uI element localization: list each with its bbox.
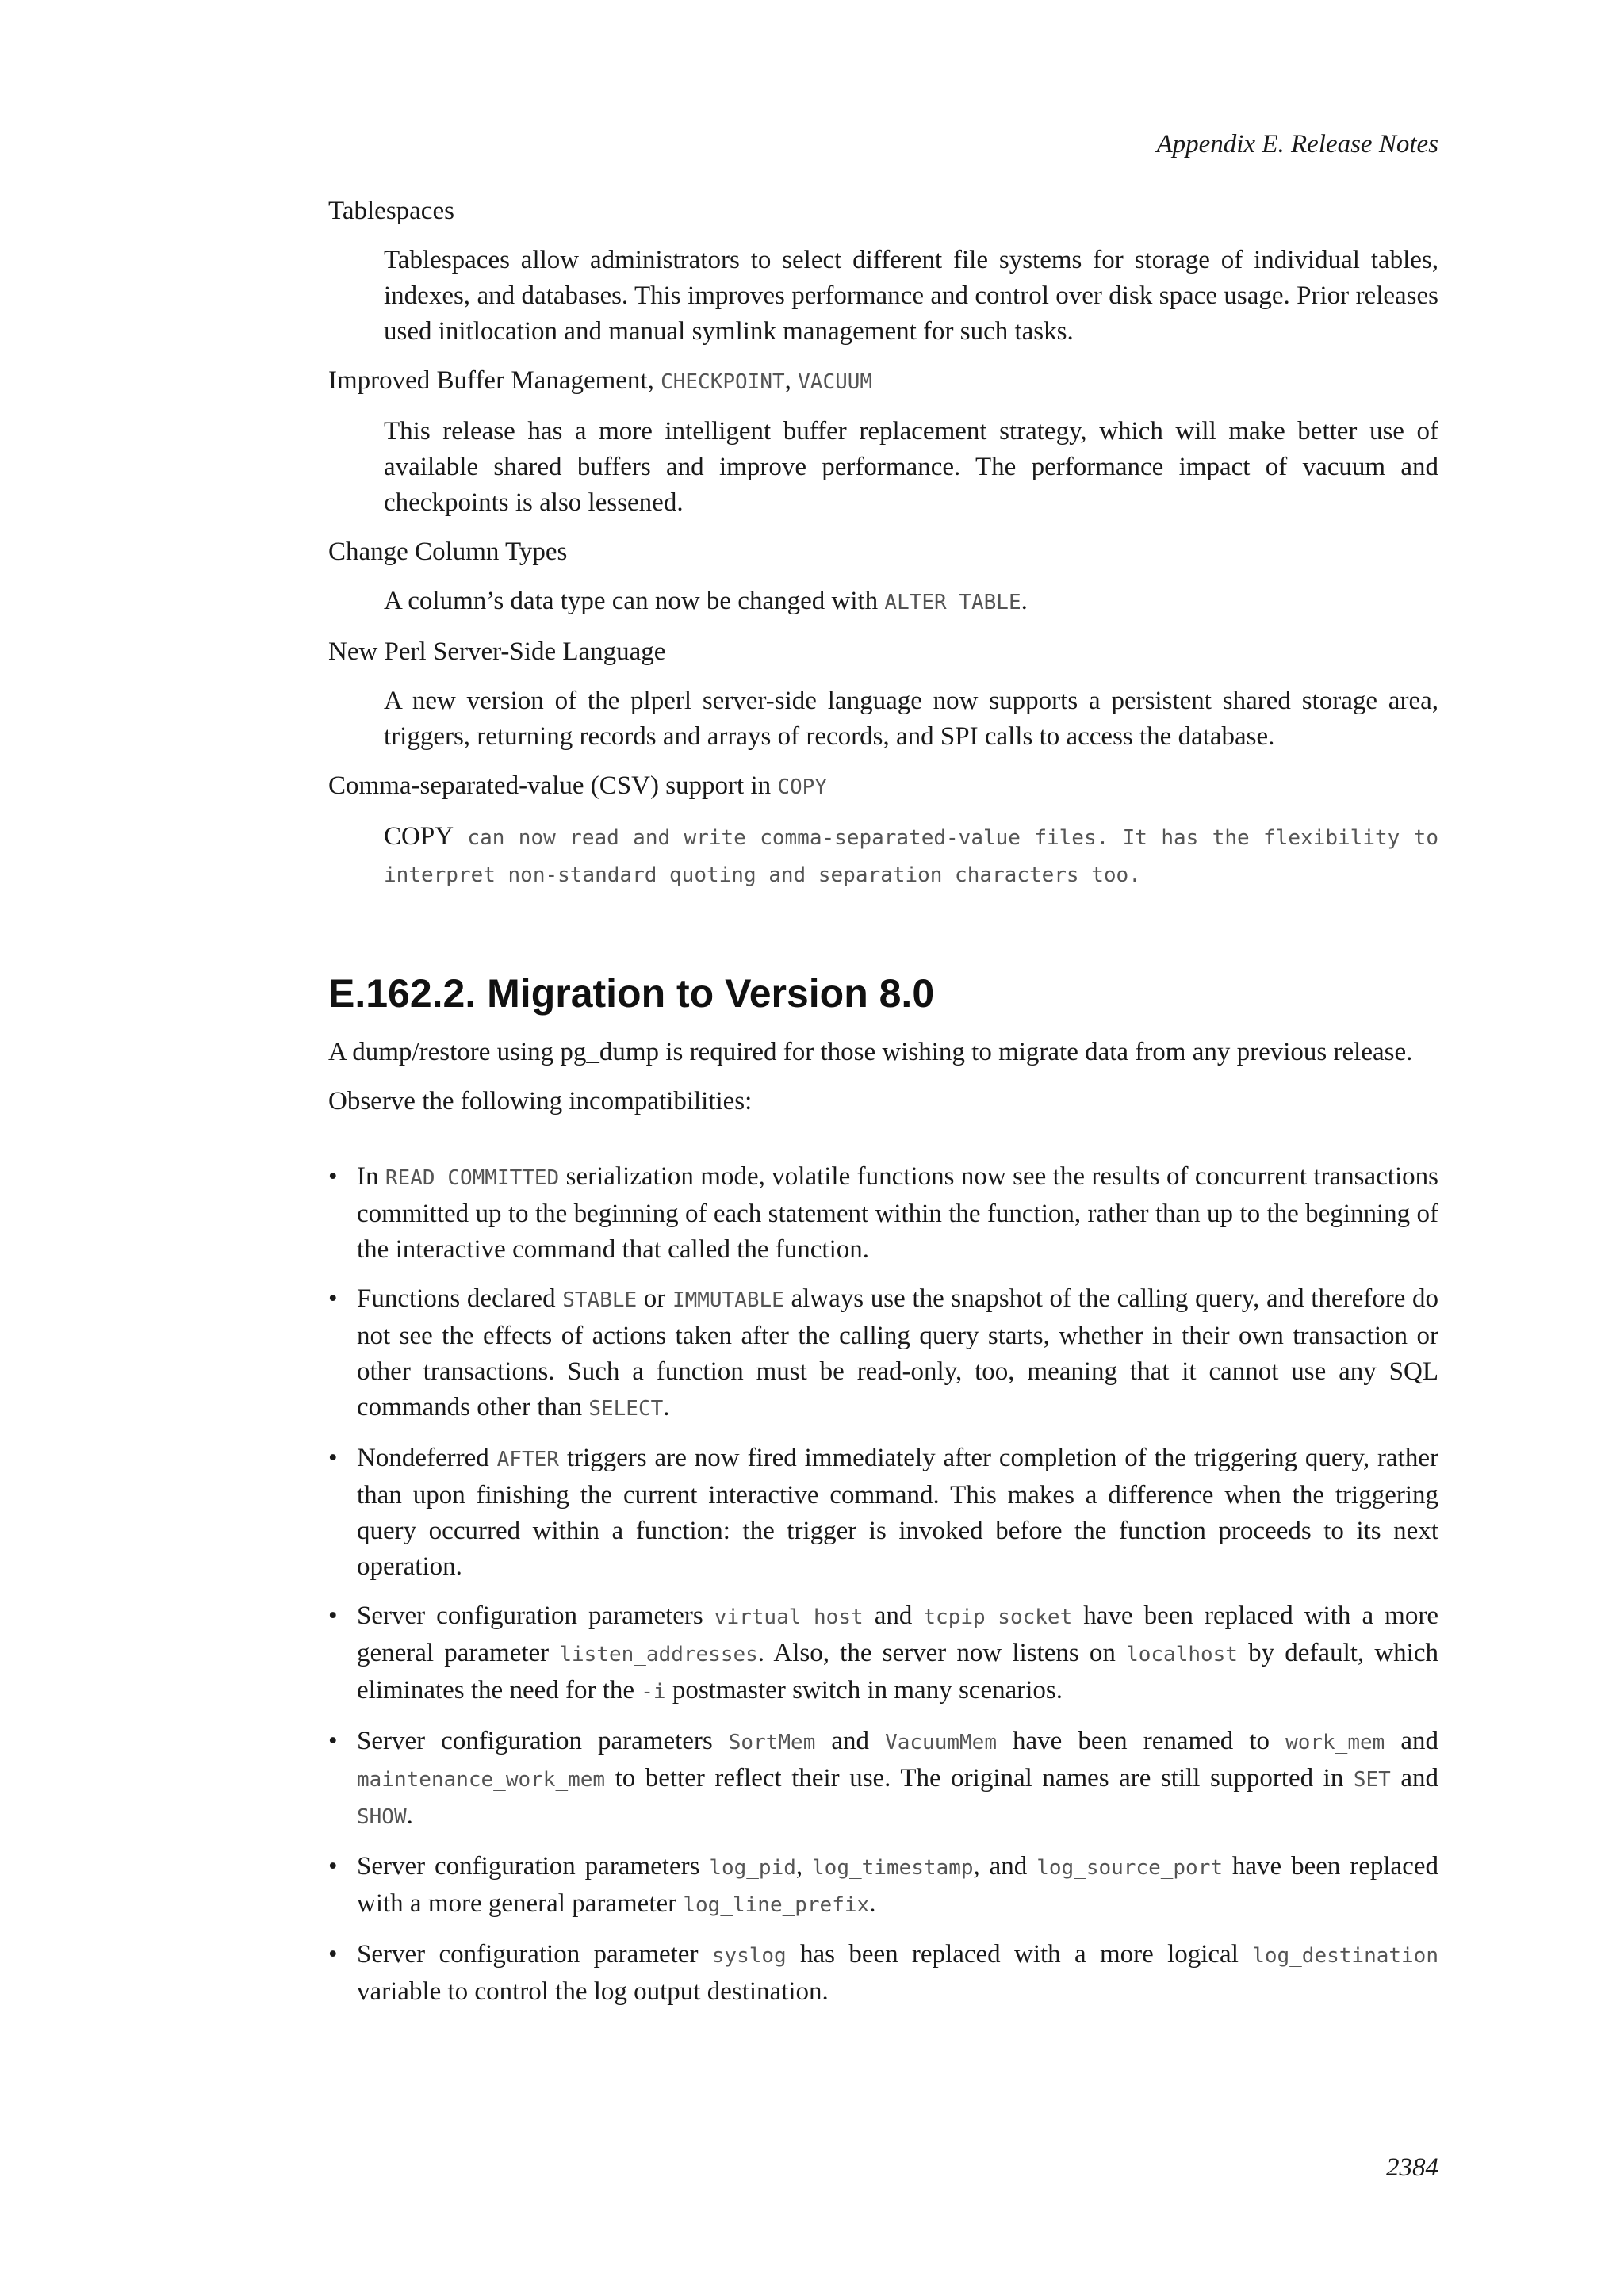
code-literal: SortMem [728, 1731, 816, 1755]
text-run: New Perl Server-Side Language [328, 637, 666, 666]
code-literal: VacuumMem [885, 1731, 997, 1755]
text-run: have been renamed to [996, 1727, 1286, 1755]
feature-term [328, 768, 1438, 806]
text-run: variable to control the log output destination. [357, 1977, 829, 2006]
code-literal: syslog [711, 1944, 787, 1968]
text-run: , [784, 366, 799, 395]
incompatibilities-intro: Observe the following incompatibilities: [328, 1087, 753, 1115]
text-run: has been replaced with a more logical [786, 1940, 1253, 1969]
text-run: and [815, 1727, 886, 1755]
feature-term [328, 634, 1438, 670]
text-run: Tablespaces [328, 197, 454, 225]
feature-description [384, 819, 1438, 894]
text-run: COPY [384, 822, 454, 851]
text-run: . [869, 1889, 876, 1918]
code-literal: localhost [1126, 1643, 1238, 1667]
incompatibility-list [328, 1159, 1438, 2010]
text-run: Improved Buffer Management, [328, 366, 661, 395]
code-literal: maintenance_work_mem [357, 1768, 606, 1792]
bullet-marker: • [328, 1601, 338, 1630]
page-number: 2384 [1386, 2153, 1438, 2182]
migration-intro: A dump/restore using pg_dump is required for those wishing to migrate data from any previous release. [328, 1038, 1413, 1066]
bullet-marker: • [328, 1727, 338, 1755]
text-run: have been replaced with a more general parameter [357, 1852, 1439, 1918]
text-run: Server configuration parameters [357, 1727, 729, 1755]
code-literal: can now read and write comma-separated-value files. It has the flexibility to interpret non-standard quoting and separation characters too. [384, 826, 1438, 887]
text-run: to better reflect their use. The original names are still supported in [605, 1764, 1354, 1793]
code-literal: listen_addresses [559, 1643, 758, 1667]
code-literal: log_line_prefix [683, 1893, 870, 1917]
bullet-marker: • [328, 1162, 338, 1191]
text-run: and [1390, 1764, 1438, 1793]
code-literal: -i [641, 1680, 666, 1704]
code-literal: work_mem [1285, 1731, 1385, 1755]
text-run: always use the snapshot of the calling query, and therefore do not see the effects of actions taken after the calling query starts, whether in their own transaction or other transactions. Such a function must be read-only, too, meaning that it cannot use any SQL commands other than [357, 1284, 1438, 1422]
text-run: and [863, 1601, 924, 1630]
code-literal: CHECKPOINT [661, 370, 785, 394]
list-item [328, 1937, 1438, 2010]
feature-term [328, 363, 1438, 400]
text-run: or [637, 1284, 672, 1313]
text-run: have been replaced with a more general parameter [357, 1601, 1438, 1667]
text-run: and [1385, 1727, 1438, 1755]
code-literal: AFTER [496, 1448, 559, 1471]
text-run: Change Column Types [328, 538, 568, 566]
list-item [328, 1598, 1438, 1710]
text-run: Functions declared [357, 1284, 563, 1313]
code-literal: SET [1353, 1768, 1391, 1792]
text-run: In [357, 1162, 385, 1191]
feature-description [384, 584, 1438, 621]
text-run: This release has a more intelligent buffer replacement strategy, which will make better use of available shared buffers and improve performance. The performance impact of vacuum and checkpoints is also lessened. [384, 417, 1438, 517]
text-run: A new version of the plperl server-side language now supports a persistent shared storage area, triggers, returning records and arrays of records, and SPI calls to access the database. [384, 687, 1438, 751]
feature-term [328, 534, 1438, 570]
text-run: A column’s data type can now be changed with [384, 587, 885, 615]
text-run: Comma-separated-value (CSV) support in [328, 771, 778, 800]
code-literal: log_destination [1252, 1944, 1438, 1968]
text-run: serialization mode, volatile functions now see the results of concurrent transactions committed up to the beginning of each statement within the function, rather than up to the beginning of the interactive command that called the function. [357, 1162, 1438, 1264]
list-item [328, 1159, 1438, 1268]
bullet-marker: • [328, 1940, 338, 1969]
code-literal: COPY [777, 775, 827, 799]
text-run: . Also, the server now listens on [757, 1639, 1127, 1667]
feature-description [384, 683, 1438, 755]
code-literal: ALTER TABLE [884, 591, 1021, 614]
text-run: Server configuration parameters [357, 1852, 710, 1881]
text-run: triggers are now fired immediately after completion of the triggering query, rather than upon finishing the current interactive command. This makes a difference when the triggering query occurred within a function: the trigger is invoked before the function proceeds to its next operation. [357, 1444, 1438, 1581]
running-header: Appendix E. Release Notes [1156, 130, 1438, 159]
code-literal: SELECT [588, 1397, 664, 1421]
text-run: Tablespaces allow administrators to select different file systems for storage of individual tables, indexes, and databases. This improves performance and control over disk space usage. Prior releases used initlocation and manual symlink management for such tasks. [384, 246, 1438, 346]
text-run: , and [973, 1852, 1037, 1881]
feature-term [328, 193, 1438, 229]
text-run: . [663, 1393, 670, 1422]
feature-list [328, 193, 1438, 894]
code-literal: virtual_host [714, 1605, 864, 1629]
page-content [328, 193, 1438, 2023]
text-run: postmaster switch in many scenarios. [665, 1676, 1063, 1705]
list-item [328, 1441, 1438, 1585]
bullet-marker: • [328, 1284, 338, 1313]
code-literal: log_pid [709, 1856, 796, 1880]
section-heading: E.162.2. Migration to Version 8.0 [328, 971, 935, 1016]
code-literal: READ COMMITTED [385, 1166, 560, 1190]
bullet-marker: • [328, 1852, 338, 1881]
code-literal: IMMUTABLE [672, 1288, 784, 1312]
code-literal: log_timestamp [812, 1856, 974, 1880]
code-literal: SHOW [357, 1805, 407, 1829]
code-literal: STABLE [562, 1288, 638, 1312]
code-literal: tcpip_socket [923, 1605, 1073, 1629]
list-item [328, 1281, 1438, 1427]
text-run: Server configuration parameter [357, 1940, 712, 1969]
feature-description [384, 243, 1438, 350]
text-run: Server configuration parameters [357, 1601, 714, 1630]
text-run: , [795, 1852, 813, 1881]
text-run: Nondeferred [357, 1444, 497, 1472]
bullet-marker: • [328, 1444, 338, 1472]
list-item [328, 1849, 1438, 1923]
code-literal: VACUUM [798, 370, 873, 394]
feature-description [384, 414, 1438, 521]
list-item [328, 1724, 1438, 1835]
code-literal: log_source_port [1036, 1856, 1224, 1880]
text-run: . [406, 1801, 413, 1830]
text-run: . [1021, 587, 1028, 615]
text-run: by default, which eliminates the need for the [357, 1639, 1438, 1705]
